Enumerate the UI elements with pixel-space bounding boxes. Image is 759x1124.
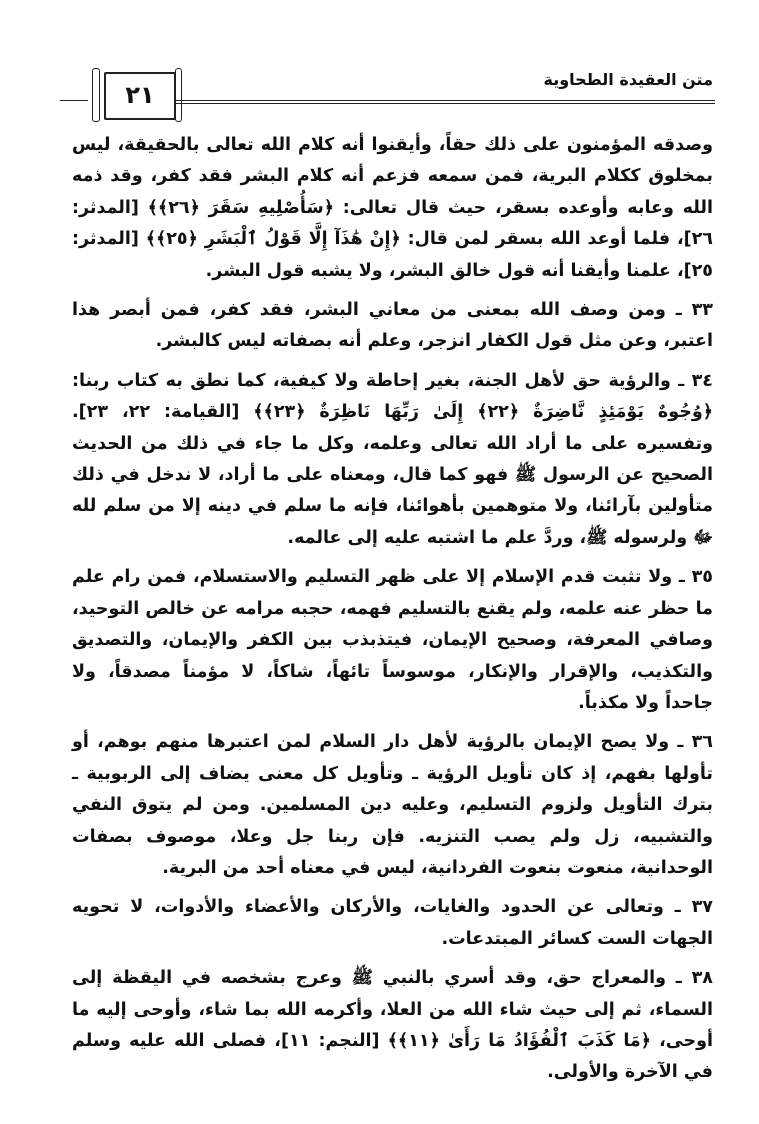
paragraph-34: ٣٤ ـ والرؤية حق لأهل الجنة، بغير إحاطة ولا كيفية، كما نطق به كتاب ربنا: ﴿وُجُوهٌ يَوْمَئِذٍ نَّاضِرَةٌ ﴿٢٢﴾ إِلَىٰ رَبِّهَا نَاظِرَةٌ ﴿٢٣﴾﴾ [القيامة: ٢٢، ٢٣]. وتفسيره على ما أراد الله تعالى وعلمه، وكل ما جاء في ذلك من الحديث الصحيح عن الرسول ﷺ فهو كما قال، ومعناه على ما أراد، لا ندخل في ذلك متأولين بآرائنا، ولا متوهمين بأهوائنا، فإنه ما سلم في دينه إلا من سلم لله ﷻ ولرسوله ﷺ، وردَّ علم ما اشتبه عليه إلى عالمه. [72, 370, 713, 548]
page-number: ٢١ [125, 81, 155, 109]
header-rule [176, 100, 715, 104]
paragraph-33: ٣٣ ـ ومن وصف الله بمعنى من معاني البشر، فقد كفر، فمن أبصر هذا اعتبر، وعن مثل قول الكفار انزجر، وعلم أنه بصفاته ليس كالبشر. [72, 300, 713, 352]
paragraph-37: ٣٧ ـ وتعالى عن الحدود والغايات، والأركان والأعضاء والأدوات، لا تحويه الجهات الست كسائر المبتدعات. [72, 897, 713, 949]
page-body [72, 130, 713, 1097]
paragraph-35: ٣٥ ـ ولا تثبت قدم الإسلام إلا على ظهر التسليم والاستسلام، فمن رام علم ما حظر عنه علمه، ولم يقنع بالتسليم فهمه، حجبه مرامه عن خالص التوحيد، وصافي المعرفة، وصحيح الإيمان، فيتذبذب بين الكفر والإيمان، والتصديق والتكذيب، والإقرار والإنكار، موسوساً تائهاً، شاكاً، لا مؤمناً مصدقاً، ولا جاحداً ولا مكذباً. [72, 567, 713, 713]
book-title: متن العقيدة الطحاوية [543, 70, 713, 89]
paragraph-38: ٣٨ ـ والمعراج حق، وقد أسري بالنبي ﷺ وعرج بشخصه في اليقظة إلى السماء، ثم إلى حيث شاء الله من العلا، وأكرمه الله بما شاء، وأوحى إليه ما أوحى، ﴿مَا كَذَبَ ٱلْفُؤَادُ مَا رَأَىٰ ﴿١١﴾﴾ [النجم: ١١]، فصلى الله عليه وسلم في الآخرة والأولى. [72, 968, 713, 1083]
header-rule-left [60, 100, 88, 101]
page-number-frame [104, 72, 176, 120]
paragraph-intro: وصدقه المؤمنون على ذلك حقاً، وأيقنوا أنه كلام الله تعالى بالحقيقة، ليس بمخلوق ككلام البرية، فمن سمعه فزعم أنه كلام البشر فقد كفر، وقد ذمه الله وعابه وأوعده بسقر، حيث قال تعالى: ﴿سَأُصْلِيهِ سَقَرَ ﴿٢٦﴾﴾ [المدثر: ٢٦]، فلما أوعد الله بسقر لمن قال: ﴿إِنْ هَٰذَآ إِلَّا قَوْلُ ٱلْبَشَرِ ﴿٢٥﴾﴾ [المدثر: ٢٥]، علمنا وأيقنا أنه قول خالق البشر، ولا يشبه قول البشر. [72, 135, 713, 281]
page-header [0, 0, 759, 130]
paragraph-36: ٣٦ ـ ولا يصح الإيمان بالرؤية لأهل دار السلام لمن اعتبرها منهم بوهم، أو تأولها بفهم، إذ كان تأويل الرؤية ـ وتأويل كل معنى يضاف إلى الربوبية ـ بترك التأويل ولزوم التسليم، وعليه دين المسلمين. ومن لم يتوق النفي والتشبيه، زل ولم يصب التنزيه. فإن ربنا جل وعلا، موصوف بصفات الوحدانية، منعوت بنعوت الفردانية، ليس في معناه أحد من البرية. [72, 732, 713, 878]
